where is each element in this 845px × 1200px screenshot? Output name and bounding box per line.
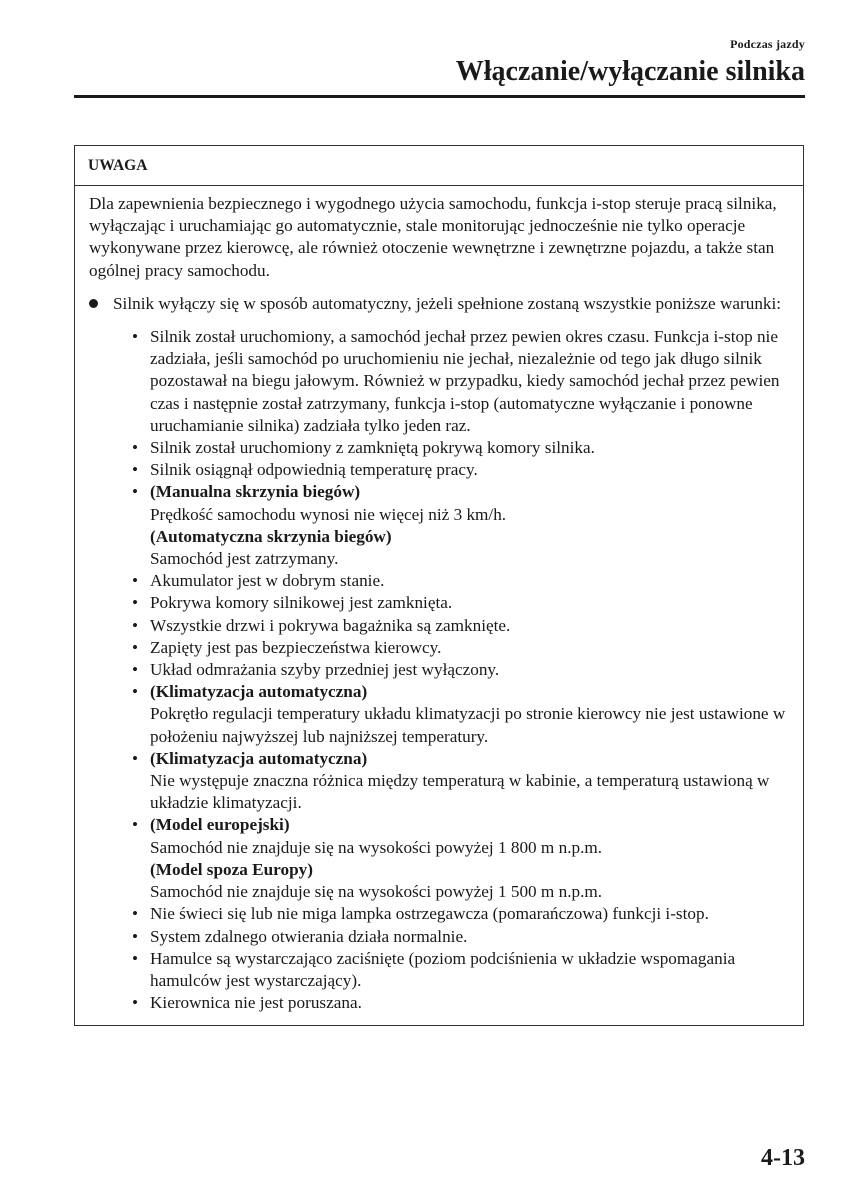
condition-text: Nie występuje znaczna różnica między temperaturą w kabinie, a temperaturą ustawioną w układzie klimatyzacji. [150,771,770,813]
condition-heading: • (Klimatyzacja automatyczna) [150,682,368,702]
notice-heading: UWAGA [75,146,803,186]
condition-text: Silnik został uruchomiony, a samochód jechał przez pewien okres czasu. Funkcja i-stop nie zadziała, jeśli samochód po uruchomieniu nie jechał, niezależnie od tego jak długo silnik pozostawał na biegu jałowym. Również w przypadku, kiedy samochód jechał przez pewien czas i następnie został zatrzymany, funkcja i-stop (automatyczne wyłączanie i ponowne uruchamianie silnika) zadziała tylko jeden raz. [150,327,780,435]
condition-text: Pokrętło regulacji temperatury układu klimatyzacji po stronie kierowcy nie jest ustawione w położeniu najwyższej lub najniższej temperatury. [150,704,786,746]
condition-heading: • (Klimatyzacja automatyczna) [150,748,368,768]
condition-item [132,748,791,815]
condition-item [132,637,791,659]
condition-item [132,570,791,592]
condition-text: Nie świeci się lub nie miga lampka ostrzegawcza (pomarańczowa) funkcji i-stop. [150,904,709,924]
condition-text: Pokrywa komory silnikowej jest zamknięta. [150,593,453,613]
notice-intro: Dla zapewnienia bezpiecznego i wygodnego użycia samochodu, funkcja i-stop steruje pracą silnika, wyłączając i uruchamiając go automatycznie, stale monitorując jednocześnie nie tylko operacje wykonywane przez kierowcę, ale również otoczenie wewnętrzne i zewnętrzne pojazdu, a także stan ogólnej pracy samochodu. [89,194,777,280]
condition-item [132,814,791,903]
condition-text: Układ odmrażania szyby przedniej jest wyłączony. [150,660,500,680]
condition-item [132,459,791,481]
condition-item [132,437,791,459]
main-list-item [89,293,791,1015]
condition-text: Silnik osiągnął odpowiednią temperaturę pracy. [150,460,478,480]
condition-item [132,903,791,925]
condition-text: Kierownica nie jest poruszana. [150,993,362,1013]
main-list [89,293,791,1015]
condition-text: Wszystkie drzwi i pokrywa bagażnika są zamknięte. [150,615,511,635]
condition-heading: • (Model europejski) [150,815,290,835]
condition-heading: (Model spoza Europy) [150,859,313,879]
condition-text: Silnik został uruchomiony z zamkniętą pokrywą komory silnika. [150,438,595,458]
notice-box [74,145,804,1026]
condition-item [132,659,791,681]
conditions-list [113,326,791,1014]
condition-text: System zdalnego otwierania działa normalnie. [150,926,468,946]
condition-text: Samochód nie znajduje się na wysokości powyżej 1 500 m n.p.m. [150,882,603,902]
header-rule [74,95,805,98]
condition-item [132,326,791,437]
condition-item [132,926,791,948]
condition-text: Akumulator jest w dobrym stanie. [150,571,385,591]
section-label: Podczas jazdy [730,37,805,51]
page-title: Włączanie/wyłączanie silnika [455,56,805,87]
condition-text: Prędkość samochodu wynosi nie więcej niż 3 km/h. [150,504,507,524]
condition-item [132,992,791,1014]
condition-item [132,592,791,614]
condition-text: Samochód jest zatrzymany. [150,549,339,569]
condition-item [132,481,791,570]
condition-item [132,681,791,748]
condition-item [132,948,791,992]
condition-heading: (Automatyczna skrzynia biegów) [150,526,392,546]
condition-text: Zapięty jest pas bezpieczeństwa kierowcy. [150,637,442,657]
condition-heading: • (Manualna skrzynia biegów) [150,482,361,502]
condition-item [132,615,791,637]
page-number: 4-13 [761,1145,805,1171]
condition-text: Hamulce są wystarczająco zaciśnięte (poziom podciśnienia w układzie wspomagania hamulców jest wystarczający). [150,948,736,990]
main-list-item-text: Silnik wyłączy się w sposób automatyczny, jeżeli spełnione zostaną wszystkie poniższe warunki: [113,293,782,313]
condition-text: Samochód nie znajduje się na wysokości powyżej 1 800 m n.p.m. [150,837,603,857]
notice-body [75,186,803,1025]
